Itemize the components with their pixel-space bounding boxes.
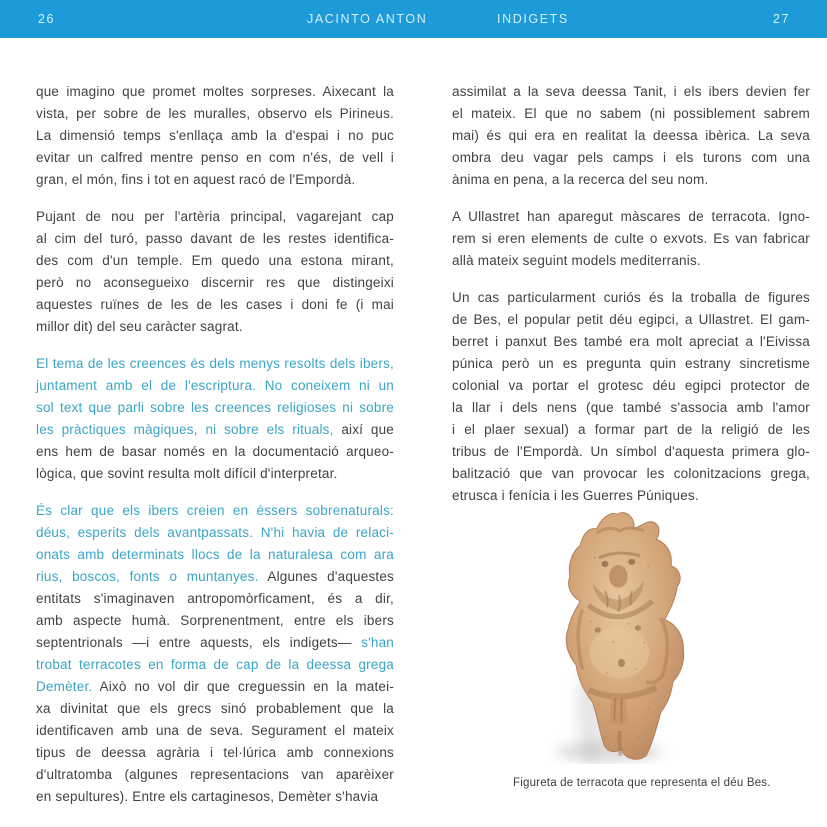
text-line [452, 250, 810, 272]
text-line [36, 654, 394, 676]
text-line [452, 419, 810, 441]
body-text: assimilat a la seva deessa Tanit, i els ibers devien fer [452, 84, 810, 99]
text-line [36, 316, 394, 338]
body-text: així que [341, 422, 395, 437]
text-line [36, 353, 394, 375]
body-text: evitar un calfred mentre penso en com n'és, de vell i [36, 150, 394, 165]
text-line [36, 764, 394, 786]
text-line [36, 397, 394, 419]
running-header-bar [0, 0, 827, 38]
text-line [452, 397, 810, 419]
text-line [36, 698, 394, 720]
text-line [452, 463, 810, 485]
body-text: colonial va portar el grotesc déu egipci protector de [452, 378, 810, 393]
text-line [452, 353, 810, 375]
body-text: però no aconsegueixo discernir res que distingeixi [36, 275, 394, 290]
text-line [36, 147, 394, 169]
text-line [452, 375, 810, 397]
body-text: septentrionals —i entre aquests, els indigets— [36, 635, 362, 650]
right-page-column [452, 81, 810, 522]
paragraph [36, 81, 394, 191]
body-text: allà mateix seguint models mediterranis. [452, 253, 701, 268]
body-text: el mateix. El que no sabem (ni possiblement sabrem [452, 106, 810, 121]
body-text: que imagino que promet moltes sorpreses. Aixecant la [36, 84, 394, 99]
accent-text: juntament amb el de l'escriptura. No coneixem ni un [36, 378, 394, 393]
text-line [452, 441, 810, 463]
text-line [452, 287, 810, 309]
body-text: tipus de deessa agrària i tel·lúrica amb connexions [36, 745, 394, 760]
text-line [452, 103, 810, 125]
text-line [36, 419, 394, 441]
body-text: ens hem de basar només en la documentació arqueo- [36, 444, 394, 459]
text-line [36, 632, 394, 654]
body-text: amb aspecte humà. Sorprenentment, entre els ibers [36, 613, 394, 628]
body-text: berret i panxut Bes també era molt apreciat a l'Eivissa [452, 334, 810, 349]
body-text: Algunes d'aquestes [267, 569, 395, 584]
body-text: identificaven amb una de seva. Segurament el mateix [36, 723, 394, 738]
text-line [36, 786, 394, 808]
body-text: vista, per sobre de les muralles, observo els Pirineus. [36, 106, 394, 121]
chapter-running-title: INDIGETS [497, 12, 569, 26]
accent-text: És clar que els ibers creien en éssers sobrenaturals: [36, 503, 394, 518]
accent-text: s'han [361, 635, 394, 650]
text-line [36, 81, 394, 103]
text-line [36, 566, 394, 588]
left-page-number: 26 [38, 12, 56, 26]
body-text: en sepultures). Entre els cartaginesos, Demèter s'havia [36, 789, 379, 804]
accent-text: déus, esperits dels avantpassats. N'hi havia de relaci- [36, 525, 394, 540]
text-line [36, 610, 394, 632]
paragraph [36, 500, 394, 808]
text-line [452, 169, 810, 191]
body-text: millor dit) del seu caràcter sagrat. [36, 319, 243, 334]
text-line [452, 81, 810, 103]
accent-text: trobat terracotes en forma de cap de la deessa grega [36, 657, 394, 672]
body-text: Un cas particularment curiós és la troballa de figures [452, 290, 810, 305]
text-line [452, 125, 810, 147]
body-text: ànima en pena, a la recerca del seu nom. [452, 172, 709, 187]
body-text: aquestes ruïnes de les de les cases i doni fe (i mai [36, 297, 394, 312]
text-line [36, 441, 394, 463]
text-line [452, 228, 810, 250]
accent-text: sol text que parli sobre les creences religioses ni sobre [36, 400, 394, 415]
body-text: Això no vol dir que creguessin en la matei- [99, 679, 394, 694]
body-text: ombra deu vagar pels camps i els turons com una [452, 150, 810, 165]
paragraph [452, 287, 810, 507]
body-text: xa divinitat que els grecs sinó probablement que la [36, 701, 394, 716]
text-line [36, 375, 394, 397]
left-page-column [36, 81, 394, 823]
body-text: la llar i dels nens (que també s'associa amb l'amor [452, 400, 810, 415]
accent-text: Demèter. [36, 679, 100, 694]
body-text: lògica, que sovint resulta molt difícil d'interpretar. [36, 466, 338, 481]
body-text: etrusca i fenícia i les Guerres Púniques. [452, 488, 699, 503]
text-line [452, 147, 810, 169]
text-line [36, 742, 394, 764]
accent-text: rius, boscos, fonts o muntanyes. [36, 569, 268, 584]
right-page-number: 27 [772, 12, 790, 26]
text-line [36, 272, 394, 294]
paragraph [36, 353, 394, 485]
body-text: entitats s'imaginaven antropomòrficament, és a dir, [36, 591, 394, 606]
text-line [36, 294, 394, 316]
bes-figurine-drawing [545, 498, 700, 764]
text-line [36, 463, 394, 485]
body-text: d'ultratomba (algunes representacions van aparèixer [36, 767, 394, 782]
text-line [452, 206, 810, 228]
accent-text: onats amb determinats llocs de la naturalesa com ara [36, 547, 394, 562]
body-text: tribus de l'Empordà. Un símbol d'aquesta primera glo- [452, 444, 810, 459]
paragraph [452, 81, 810, 191]
accent-text: El tema de les creences és dels menys resolts dels ibers, [36, 356, 394, 371]
text-line [452, 331, 810, 353]
bes-figurine-image [545, 498, 700, 764]
body-text: balització que van provocar les colonitzacions grega, [452, 466, 810, 481]
author-running-title: JACINTO ANTON [307, 12, 428, 26]
text-line [36, 544, 394, 566]
text-line [36, 500, 394, 522]
text-line [36, 103, 394, 125]
text-line [36, 228, 394, 250]
accent-text: les pràctiques màgiques, ni sobre els rituals, [36, 422, 342, 437]
text-line [36, 676, 394, 698]
body-text: La dimensió temps s'enllaça amb la d'espai i no puc [36, 128, 394, 143]
body-text: A Ullastret han aparegut màscares de terracota. Igno- [452, 209, 810, 224]
text-line [36, 250, 394, 272]
body-text: i el plaer sexual) a formar part de la religió de les [452, 422, 810, 437]
body-text: gran, el món, fins i tot en aquest racó de l'Empordà. [36, 172, 356, 187]
body-text: de Bes, el popular petit déu egipci, a Ullastret. El gam- [452, 312, 810, 327]
text-line [36, 522, 394, 544]
bes-figure-block [505, 498, 815, 789]
body-text: mai) és qui era en realitat la deessa ibèrica. La seva [452, 128, 810, 143]
body-text: rem si eren elements de culte o exvots. Es van fabricar [452, 231, 810, 246]
paragraph [452, 206, 810, 272]
text-line [36, 169, 394, 191]
body-text: al cim del turó, passo davant de les restes identifica- [36, 231, 394, 246]
text-line [36, 588, 394, 610]
body-text: púnica però un es pregunta quin estrany sincretisme [452, 356, 810, 371]
body-text: Pujant de nou per l'artèria principal, vagarejant cap [36, 209, 394, 224]
body-text: des com d'un temple. Em quedo una estona mirant, [36, 253, 394, 268]
text-line [36, 206, 394, 228]
text-line [452, 309, 810, 331]
text-line [36, 125, 394, 147]
paragraph [36, 206, 394, 338]
figure-caption: Figureta de terracota que representa el déu Bes. [513, 777, 771, 789]
text-line [36, 720, 394, 742]
